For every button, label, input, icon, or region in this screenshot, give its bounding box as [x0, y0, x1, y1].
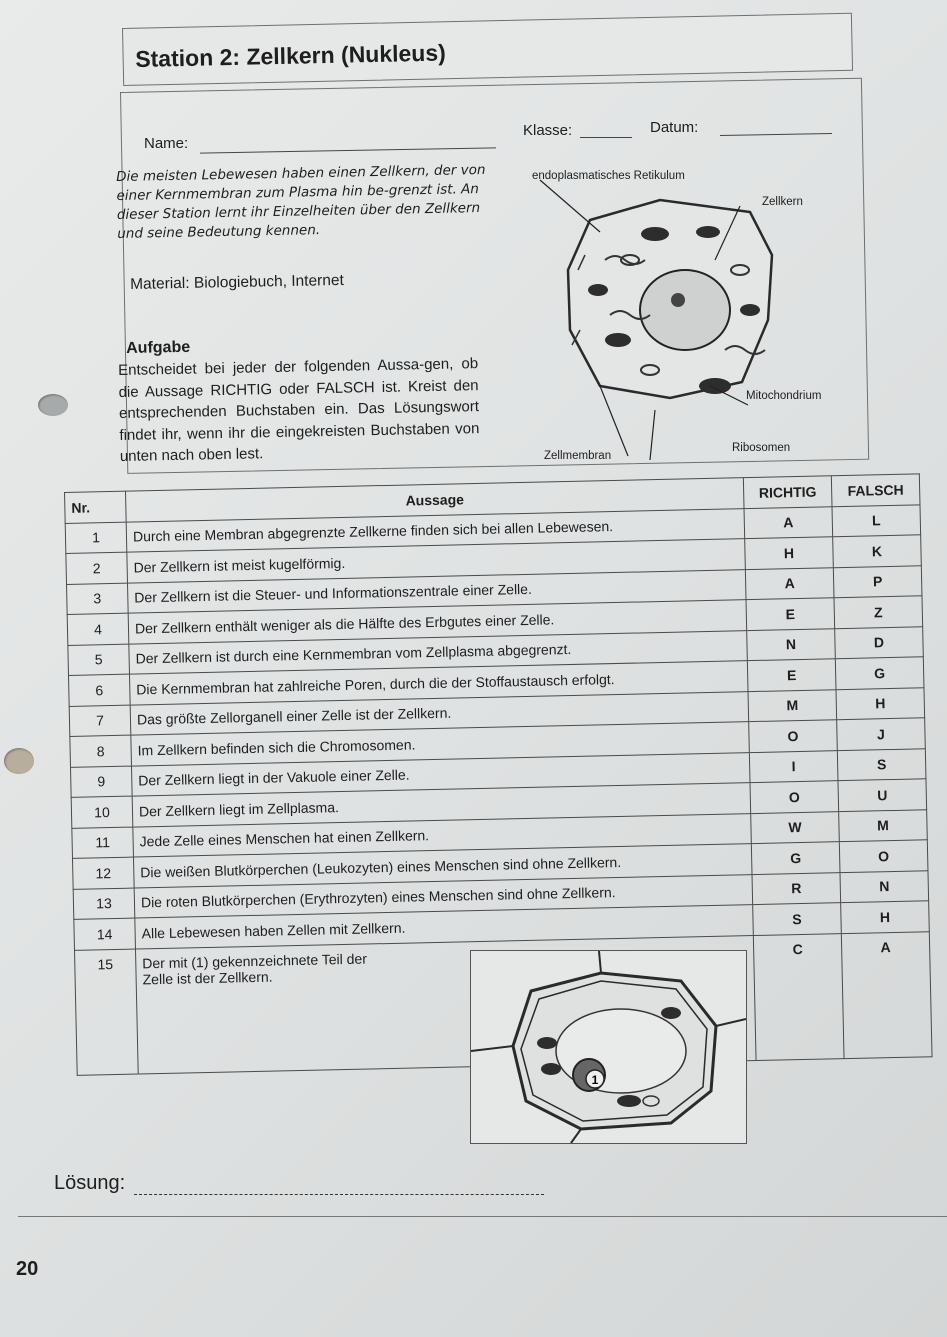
row-number: 6 [69, 674, 131, 706]
answer-true-letter[interactable]: M [748, 689, 837, 721]
plant-cell-drawing [471, 951, 746, 1143]
header-nr: Nr. [65, 491, 127, 523]
answer-false-letter[interactable]: M [839, 809, 928, 841]
row-statement: Die Kernmembran hat zahlreiche Poren, durch die der Stoffaustausch erfolgt. [129, 661, 748, 705]
answer-false-letter[interactable]: H [841, 901, 930, 933]
answer-true-letter[interactable]: R [752, 872, 841, 904]
row-statement: Der Zellkern ist durch eine Kernmembran vom Zellplasma abgegrenzt. [129, 630, 748, 674]
solution-label: Lösung: [54, 1172, 126, 1194]
animal-cell-diagram [510, 160, 866, 470]
answer-true-letter[interactable]: E [746, 598, 835, 630]
row-statement: Durch eine Membran abgegrenzte Zellkerne finden sich bei allen Lebewesen. [126, 508, 745, 552]
label-nucleus: Zellkern [762, 196, 803, 208]
row-number: 10 [71, 796, 133, 828]
punch-hole-bottom [4, 748, 34, 774]
plant-cell-diagram [470, 950, 747, 1144]
plant-marker: 1 [591, 1073, 599, 1087]
punch-hole-top [38, 394, 68, 416]
row-statement: Jede Zelle eines Menschen hat einen Zellkern. [133, 813, 752, 857]
answer-false-letter[interactable]: S [837, 748, 926, 780]
row-number: 11 [72, 827, 134, 859]
row-statement: Die weißen Blutkörperchen (Leukozyten) eines Menschen sind ohne Zellkern. [133, 844, 752, 888]
page-divider [18, 1216, 947, 1217]
answer-true-letter[interactable]: A [745, 567, 834, 599]
answer-true-letter[interactable]: O [750, 781, 839, 813]
solution-line[interactable] [134, 1194, 544, 1195]
label-mitochondrium: Mitochondrium [746, 390, 822, 402]
intro-text: Die meisten Lebewesen haben einen Zellkern, der von einer Kernmembran zum Plasma hin be-grenzt ist. An dieser Station lernt ihr Einzelheiten über den Zellkern und seine Bedeutung kennen. [116, 161, 486, 242]
row-number: 4 [67, 613, 129, 645]
answer-true-letter[interactable]: N [747, 628, 836, 660]
answer-true-letter[interactable]: E [747, 659, 836, 691]
row-number: 5 [68, 644, 130, 676]
header-false: FALSCH [831, 474, 920, 506]
page-title: Station 2: Zellkern (Nukleus) [135, 39, 447, 72]
answer-false-letter[interactable]: K [833, 535, 922, 567]
row-number: 9 [70, 766, 132, 798]
name-label: Name: [144, 135, 189, 152]
answer-false-letter[interactable]: P [833, 565, 922, 597]
answer-false-letter[interactable]: A [841, 931, 932, 1058]
row-number: 14 [74, 918, 136, 950]
answer-true-letter[interactable]: O [749, 720, 838, 752]
task-text: Entscheidet bei jeder der folgenden Aussa-gen, ob die Aussage RICHTIG oder FALSCH ist. Kreist den entsprechenden Buchstaben ein. Das Lösungswort findet ihr, wenn ihr die eingekreisten Buchstaben von unten nach oben lest. [118, 355, 480, 465]
header-true: RICHTIG [743, 476, 832, 508]
answer-false-letter[interactable]: O [839, 840, 928, 872]
page-number: 20 [16, 1258, 39, 1280]
klasse-line[interactable] [580, 137, 632, 138]
row-statement: Das größte Zellorganell einer Zelle ist der Zellkern. [130, 691, 749, 735]
answer-false-letter[interactable]: J [837, 718, 926, 750]
material-text: Material: Biologiebuch, Internet [130, 271, 344, 293]
row-statement: Der Zellkern ist die Steuer- und Informationszentrale einer Zelle. [127, 569, 746, 613]
row-number: 8 [70, 735, 132, 767]
answer-true-letter[interactable]: W [751, 811, 840, 843]
task-heading: Aufgabe [126, 338, 191, 357]
label-er: endoplasmatisches Retikulum [532, 170, 685, 182]
answer-false-letter[interactable]: N [840, 870, 929, 902]
answer-true-letter[interactable]: S [753, 903, 842, 935]
answer-false-letter[interactable]: D [835, 626, 924, 658]
answer-true-letter[interactable]: A [744, 506, 833, 538]
row-statement: Alle Lebewesen haben Zellen mit Zellkern. [135, 905, 754, 949]
answer-true-letter[interactable]: G [751, 842, 840, 874]
row-statement: Im Zellkern befinden sich die Chromosomen. [131, 722, 750, 766]
row-statement: Der mit (1) gekennzeichnete Teil der Zelle ist der Zellkern. [135, 935, 756, 1073]
row-number: 13 [73, 888, 135, 920]
answer-false-letter[interactable]: G [835, 657, 924, 689]
row-number: 2 [66, 552, 128, 584]
answer-true-letter[interactable]: I [749, 750, 838, 782]
answer-false-letter[interactable]: Z [834, 596, 923, 628]
answer-true-letter[interactable]: C [753, 933, 844, 1060]
row-number: 1 [65, 522, 127, 554]
label-ribosomes: Ribosomen [732, 442, 791, 454]
label-membrane: Zellmembran [544, 450, 612, 462]
row-statement: Die roten Blutkörperchen (Erythrozyten) eines Menschen sind ohne Zellkern. [134, 874, 753, 918]
row-number: 7 [69, 705, 131, 737]
row-statement: Der Zellkern ist meist kugelförmig. [127, 539, 746, 583]
animal-cell-drawing [510, 160, 866, 470]
answer-false-letter[interactable]: H [836, 687, 925, 719]
row-number: 12 [72, 857, 134, 889]
header-statement: Aussage [125, 478, 744, 522]
row-statement: Der Zellkern liegt in der Vakuole einer Zelle. [131, 752, 750, 796]
row-statement: Der Zellkern enthält weniger als die Hälfte des Erbgutes einer Zelle. [128, 600, 747, 644]
datum-label: Datum: [650, 119, 699, 136]
answer-false-letter[interactable]: U [838, 779, 927, 811]
klasse-label: Klasse: [523, 122, 573, 139]
answer-false-letter[interactable]: L [832, 504, 921, 536]
row-number: 15 [74, 949, 138, 1075]
row-number: 3 [67, 583, 129, 615]
answer-true-letter[interactable]: H [745, 537, 834, 569]
row-statement: Der Zellkern liegt im Zellplasma. [132, 783, 751, 827]
